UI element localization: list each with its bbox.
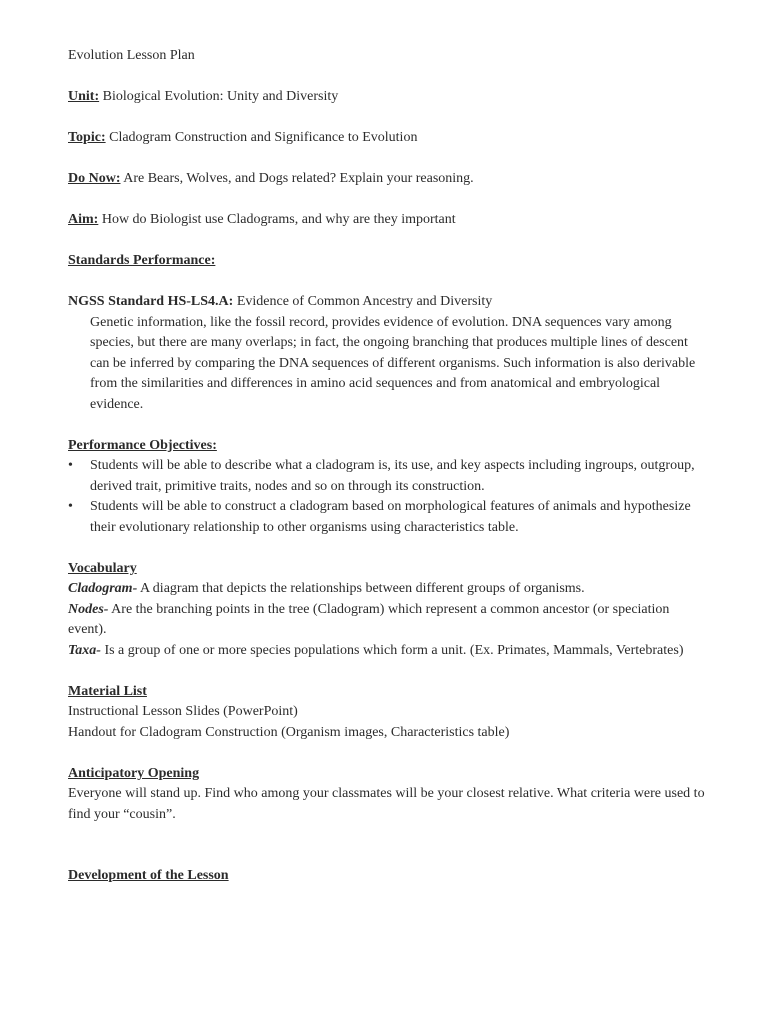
ngss-text: Evidence of Common Ancestry and Diversity [233, 294, 493, 309]
unit-text: Biological Evolution: Unity and Diversity [99, 89, 339, 104]
topic-label: Topic: [68, 130, 106, 145]
objective-item [68, 456, 708, 497]
aim-line [68, 210, 708, 231]
topic-line [68, 128, 708, 149]
vocabulary-definition: Are the branching points in the tree (Cladogram) which represent a common ancestor (or speciation event). [68, 601, 670, 637]
objective-text: Students will be able to describe what a cladogram is, its use, and key aspects including ingroups, outgroup, derived trait, primitive traits, nodes and so on through its construction. [90, 458, 695, 494]
unit-label: Unit: [68, 89, 100, 104]
vocabulary-term: Taxa- [68, 642, 101, 658]
ngss-label: NGSS Standard HS-LS4.A: [68, 294, 234, 309]
document-title: Evolution Lesson Plan [68, 48, 195, 63]
vocabulary-item [68, 579, 708, 600]
materials-heading: Material List [68, 683, 147, 699]
development-heading: Development of the Lesson [68, 868, 229, 883]
vocabulary-item [68, 600, 708, 641]
vocabulary-heading: Vocabulary [68, 560, 137, 576]
objectives-heading: Performance Objectives: [68, 437, 217, 453]
anticipatory-heading: Anticipatory Opening [68, 765, 200, 781]
anticipatory-text: Everyone will stand up. Find who among your classmates will be your closest relative. What criteria were used to find your “cousin”. [68, 786, 705, 822]
unit-line [68, 87, 708, 108]
vocabulary-definition: A diagram that depicts the relationships between different groups of organisms. [137, 581, 585, 596]
do-now-text: Are Bears, Wolves, and Dogs related? Explain your reasoning. [120, 171, 474, 186]
bullet-icon: • [68, 499, 73, 514]
topic-text: Cladogram Construction and Significance to Evolution [105, 130, 418, 145]
aim-text: How do Biologist use Cladograms, and why are they important [98, 212, 456, 227]
material-item: Instructional Lesson Slides (PowerPoint) [68, 704, 298, 719]
bullet-icon: • [68, 458, 73, 473]
ngss-line [68, 292, 708, 313]
objective-item [68, 497, 708, 538]
vocabulary-definition: Is a group of one or more species populations which form a unit. (Ex. Primates, Mammals, Vertebrates) [100, 642, 684, 658]
aim-label: Aim: [68, 212, 99, 227]
standards-heading: Standards Performance: [68, 253, 216, 268]
vocabulary-item [68, 641, 708, 662]
objective-text: Students will be able to construct a cladogram based on morphological features of animals and hypothesize their evolutionary relationship to other organisms using characteristics table. [90, 499, 691, 535]
vocabulary-term: Nodes- [68, 601, 109, 617]
do-now-label: Do Now: [68, 171, 121, 186]
objectives-list [68, 456, 708, 538]
ngss-body: Genetic information, like the fossil record, provides evidence of evolution. DNA sequences vary among species, but there are many overlaps; in fact, the ongoing branching that produces multiple lines of descent can be inferred by comparing the DNA sequences of different organisms. Such information is also derivable from the similarities and differences in amino acid sequences and from anatomical and embryological evidence. [90, 314, 696, 412]
vocabulary-term: Cladogram- [68, 581, 138, 596]
do-now-line [68, 169, 708, 190]
material-item: Handout for Cladogram Construction (Organism images, Characteristics table) [68, 724, 510, 740]
